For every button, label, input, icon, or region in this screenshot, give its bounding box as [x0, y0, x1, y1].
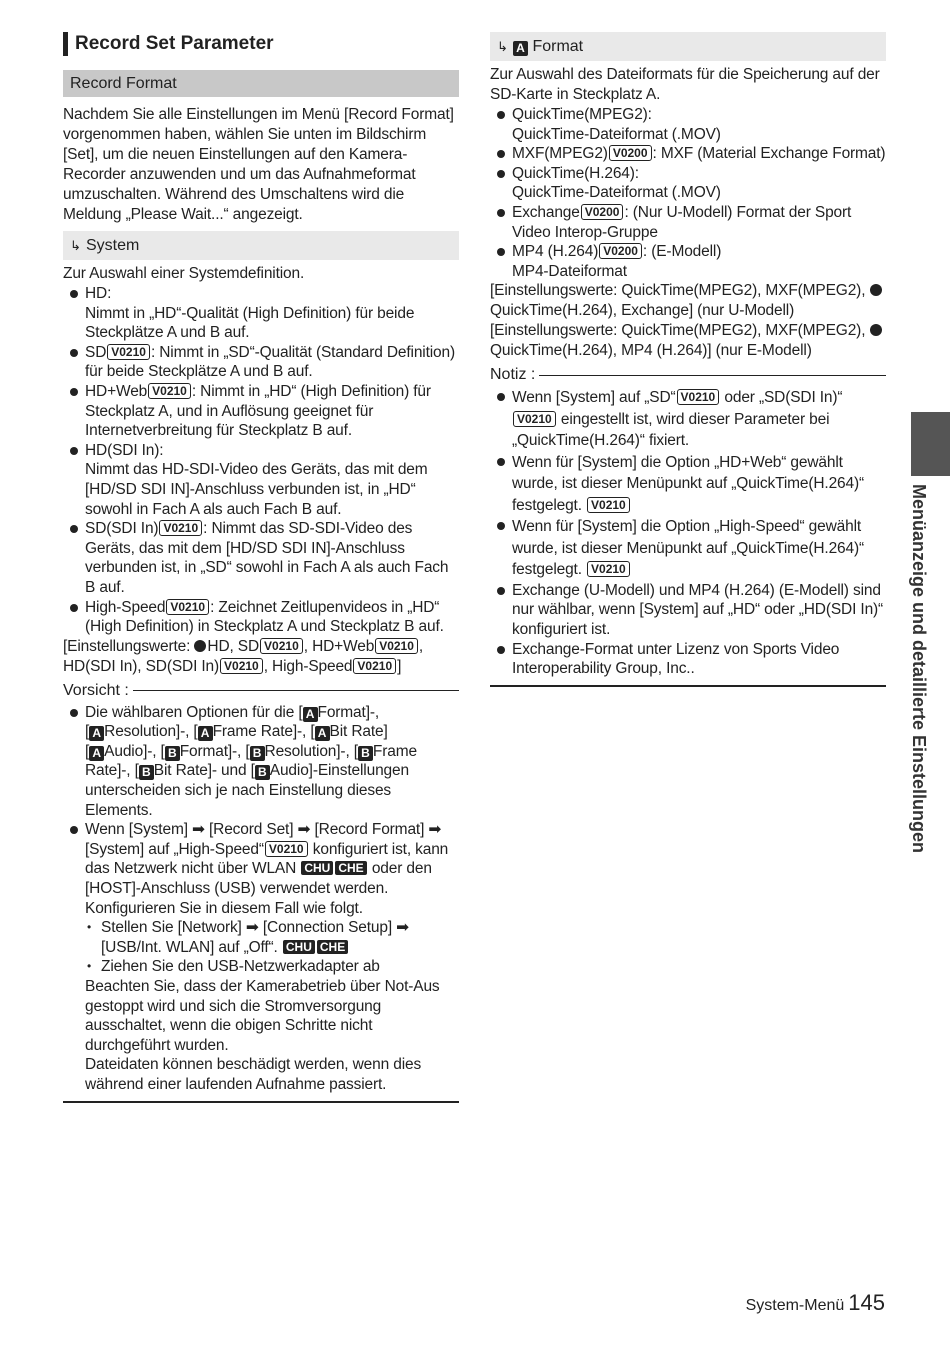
sub-arrow-icon: ↳: [497, 39, 508, 54]
version-badge: V0210: [353, 658, 396, 674]
list-item: Exchange-Format unter Lizenz von Sports Video Interoperability Group, Inc..: [490, 640, 886, 679]
option-desc: Nimmt in „HD“-Qualität (High Definition) für beide Steckplätze A und B auf.: [85, 304, 415, 342]
caution-heading: [63, 681, 459, 701]
note-label: Notiz :: [490, 366, 536, 384]
version-badge: V0210: [513, 411, 556, 427]
option-label: HD(SDI In):: [85, 441, 164, 459]
option-desc: : Zeichnet Zeitlupenvideos in „HD“ (High Definition) in Steckplatz A und Steckplatz B auf.: [85, 598, 444, 636]
page-title: Record Set Parameter: [63, 32, 459, 56]
text: Frame Rate]-, [: [212, 723, 315, 741]
list-item: [490, 242, 886, 281]
option-label: Exchange: [512, 203, 580, 221]
slot-a-icon: A: [303, 707, 318, 722]
slot-b-icon: B: [250, 746, 265, 761]
option-desc: : Nimmt in „HD“ (High Definition) für Steckplatz A, und in Auflösung geeignet für Internetverbreitung für Steckplatz B auf.: [85, 382, 431, 440]
list-item: [63, 284, 459, 343]
sub-step: [85, 957, 459, 977]
option-desc: : MXF (Material Exchange Format): [652, 145, 886, 163]
caution-rule: [133, 690, 459, 691]
text: Wenn für [System] die Option „High-Speed“ gewählt wurde, ist dieser Menüpunkt auf „QuickTime(H.264)“ festgelegt.: [512, 518, 865, 579]
option-desc: : (Nur U-Modell) Format der Sport Video Interop-Gruppe: [512, 203, 852, 241]
text: Wenn für [System] die Option „HD+Web“ gewählt wurde, ist dieser Menüpunkt auf „QuickTime(H.264)“ festgelegt.: [512, 453, 865, 514]
list-item: [490, 105, 886, 144]
list-item: [63, 382, 459, 441]
text: Rate]-, [: [85, 762, 139, 780]
option-label: High-Speed: [85, 598, 166, 616]
sub-step: [85, 918, 459, 957]
list-item: [63, 519, 459, 597]
settings-prefix: [Einstellungswerte:: [63, 637, 195, 655]
sub-arrow-icon: ↳: [70, 238, 81, 253]
text: [Einstellungswerte: QuickTime(MPEG2), MXF(MPEG2),: [490, 282, 870, 300]
system-options-list: [63, 284, 459, 637]
list-item: [63, 820, 459, 1094]
record-format-intro: Nachdem Sie alle Einstellungen im Menü [Record Format] vorgenommen haben, wählen Sie unten im Bildschirm [Set], um die neuen Einstellungen auf den Kamera-Recorder anzuwenden und um das Aufnahmeformat umzuschalten. Während des Umschaltens wird die Meldung „Please Wait...“ angezeigt.: [63, 106, 454, 223]
version-badge: V0200: [599, 243, 642, 259]
slot-b-icon: B: [165, 746, 180, 761]
caution-warning-text: Beachten Sie, dass der Kamerabetrieb über Not-Aus gestoppt wird und sich die Stromversorgung ausschaltet, wenn die obigen Schritte nicht durchgeführt wurden.: [85, 978, 440, 1054]
model-badge: CHE: [317, 940, 348, 954]
list-item: [490, 164, 886, 203]
caution-list: [63, 703, 459, 1095]
text: Format]-,: [317, 703, 380, 721]
option-label: MP4 (H.264): [512, 243, 599, 261]
model-badge: CHU: [283, 940, 315, 954]
text: Resolution]-, [: [264, 742, 358, 760]
chapter-tab-marker: [911, 412, 950, 476]
option-desc: : (E-Modell): [642, 243, 722, 261]
text: Ziehen Sie den USB-Netzwerkadapter ab: [101, 958, 380, 976]
option-label: QuickTime(MPEG2):: [512, 106, 652, 123]
text: oder den [HOST]-Anschluss (USB) verwendet werden. Konfigurieren Sie in diesem Fall wie folgt.: [85, 860, 432, 917]
version-badge: V0210: [166, 599, 209, 615]
version-badge: V0210: [265, 841, 308, 857]
format-intro: Zur Auswahl des Dateiformats für die Speicherung auf der SD-Karte in Steckplatz A.: [490, 66, 880, 103]
text: eingestellt ist, wird dieser Parameter bei „QuickTime(H.264)“ fixiert.: [512, 410, 830, 450]
version-badge: V0210: [220, 658, 263, 674]
subsection-heading-format: [490, 32, 886, 61]
slot-a-icon: A: [315, 726, 330, 741]
default-marker-icon: [870, 324, 882, 336]
slot-a-icon: A: [198, 726, 213, 741]
note-list: [490, 387, 886, 678]
slot-a-icon: A: [513, 41, 528, 56]
version-badge: V0210: [375, 638, 418, 654]
version-badge: V0210: [148, 383, 191, 399]
list-item: Die wählbaren Optionen für die [ A Format]-, [ A Resolution]-, [ A Frame Rate]-, [ A Bit Rate] [ A Audio]-, [ B Format]-, [ B Resolution]-, [ B Frame Rate]-, [ B Bit Rate]- und [ B Audio]-Einstellungen unterscheiden sich je nach Einstellung dieses Elements.: [63, 703, 459, 821]
slot-a-icon: A: [89, 746, 104, 761]
option-desc: : Nimmt in „SD“-Qualität (Standard Definition) für beide Steckplätze A und B auf.: [85, 343, 455, 381]
slot-b-icon: B: [358, 746, 373, 761]
option-label: QuickTime(H.264):: [512, 164, 639, 182]
text: Wenn [System] auf „SD“: [512, 389, 676, 407]
default-marker-icon: [194, 640, 206, 652]
system-intro: Zur Auswahl einer Systemdefinition.: [63, 265, 305, 282]
version-badge: V0200: [581, 204, 624, 220]
text: QuickTime(H.264), MP4 (H.264)] (nur E-Modell): [490, 342, 812, 360]
version-badge: V0210: [107, 344, 150, 360]
section-end-rule: [63, 1101, 459, 1103]
option-label: HD+Web: [85, 382, 148, 400]
page-number: 145: [848, 1290, 885, 1315]
version-badge: V0210: [159, 520, 202, 536]
text: oder „SD(SDI In)“: [720, 389, 843, 407]
list-item: [63, 343, 459, 382]
text: QuickTime(H.264), Exchange] (nur U-Modell): [490, 302, 795, 320]
format-settings-values-u: [490, 281, 886, 321]
list-item: [63, 598, 459, 637]
text: Bit Rate]: [329, 723, 388, 741]
list-item: [490, 144, 886, 164]
footer-section-label: System-Menü: [745, 1297, 845, 1314]
system-heading-label: System: [86, 237, 140, 254]
list-item: [490, 452, 886, 517]
version-badge: V0210: [587, 497, 630, 513]
settings-value: , High-Speed: [263, 657, 353, 675]
text: [Einstellungswerte: QuickTime(MPEG2), MXF(MPEG2),: [490, 322, 870, 340]
version-badge: V0210: [677, 389, 720, 405]
list-item: [490, 516, 886, 581]
option-desc: MP4-Dateiformat: [512, 262, 627, 280]
left-column: [63, 32, 459, 1103]
settings-value: HD, SD: [207, 637, 260, 655]
text: Wenn [System] ➡ [Record Set] ➡ [Record Format] ➡ [System] auf „High-Speed“: [85, 821, 442, 858]
text: konfiguriert ist, kann das Netzwerk nicht über WLAN: [85, 840, 449, 878]
format-settings-values-e: [490, 321, 886, 361]
option-label: HD:: [85, 285, 112, 302]
list-item: [490, 387, 886, 452]
version-badge: V0210: [260, 638, 303, 654]
section-heading-record-format: Record Format: [63, 70, 459, 97]
text: Format]-, [: [179, 742, 250, 760]
settings-value: , HD+Web: [303, 637, 375, 655]
page-footer: [746, 1290, 885, 1316]
slot-a-icon: A: [89, 726, 104, 741]
system-settings-values: [63, 637, 459, 677]
text: Resolution]-, [: [104, 723, 198, 741]
version-badge: V0210: [587, 561, 630, 577]
list-item: [490, 203, 886, 242]
section-end-rule: [490, 685, 886, 687]
option-desc: QuickTime-Dateiformat (.MOV): [512, 184, 721, 202]
text: Audio]-Einstellungen unterscheiden sich je nach Einstellung dieses Elements.: [85, 762, 409, 819]
option-label: SD(SDI In): [85, 520, 159, 538]
format-options-list: [490, 105, 886, 281]
text: Bit Rate]- und [: [153, 762, 255, 780]
subsection-heading-system: [63, 231, 459, 260]
model-badge: CHU: [301, 861, 333, 875]
text: Frame: [372, 742, 417, 760]
caution-warning-text: Dateidaten können beschädigt werden, wenn dies während einer laufenden Aufnahme passiert.: [85, 1056, 422, 1093]
version-badge: V0200: [609, 145, 652, 161]
list-item: [63, 441, 459, 519]
option-desc: : Nimmt das SD-SDI-Video des Geräts, das mit dem [HD/SD SDI IN]-Anschluss verbunden ist, in „SD“ sowohl in Fach A als auch Fach B auf.: [85, 520, 449, 596]
text: Stellen Sie [Network] ➡ [Connection Setup] ➡ [USB/Int. WLAN] auf „Off“.: [101, 919, 410, 956]
option-desc: QuickTime-Dateiformat (.MOV): [512, 125, 721, 143]
option-label: SD: [85, 343, 107, 361]
format-heading-label: Format: [532, 38, 584, 55]
settings-value: , HD(SDI In), SD(SDI In): [63, 637, 424, 675]
model-badge: CHE: [335, 861, 366, 875]
right-column: [490, 32, 886, 687]
list-item: Exchange (U-Modell) und MP4 (H.264) (E-Modell) sind nur wählbar, wenn [System] auf „HD“ oder „HD(SDI In)“ konfiguriert ist.: [490, 581, 886, 640]
slot-b-icon: B: [139, 765, 154, 780]
option-desc: Nimmt das HD-SDI-Video des Geräts, das mit dem [HD/SD SDI IN]-Anschluss verbunden ist, in „HD“ sowohl in Fach A als auch Fach B auf.: [85, 461, 428, 518]
settings-suffix: ]: [397, 657, 402, 675]
note-rule: [539, 375, 886, 376]
chapter-side-label: Menüanzeige und detaillierte Einstellungen: [909, 484, 929, 854]
text: Audio]-, [: [104, 742, 165, 760]
text: Die wählbaren Optionen für die [: [85, 703, 303, 721]
note-heading: [490, 365, 886, 385]
option-label: MXF(MPEG2): [512, 145, 608, 163]
default-marker-icon: [870, 284, 882, 296]
caution-label: Vorsicht :: [63, 681, 129, 699]
slot-b-icon: B: [255, 765, 270, 780]
